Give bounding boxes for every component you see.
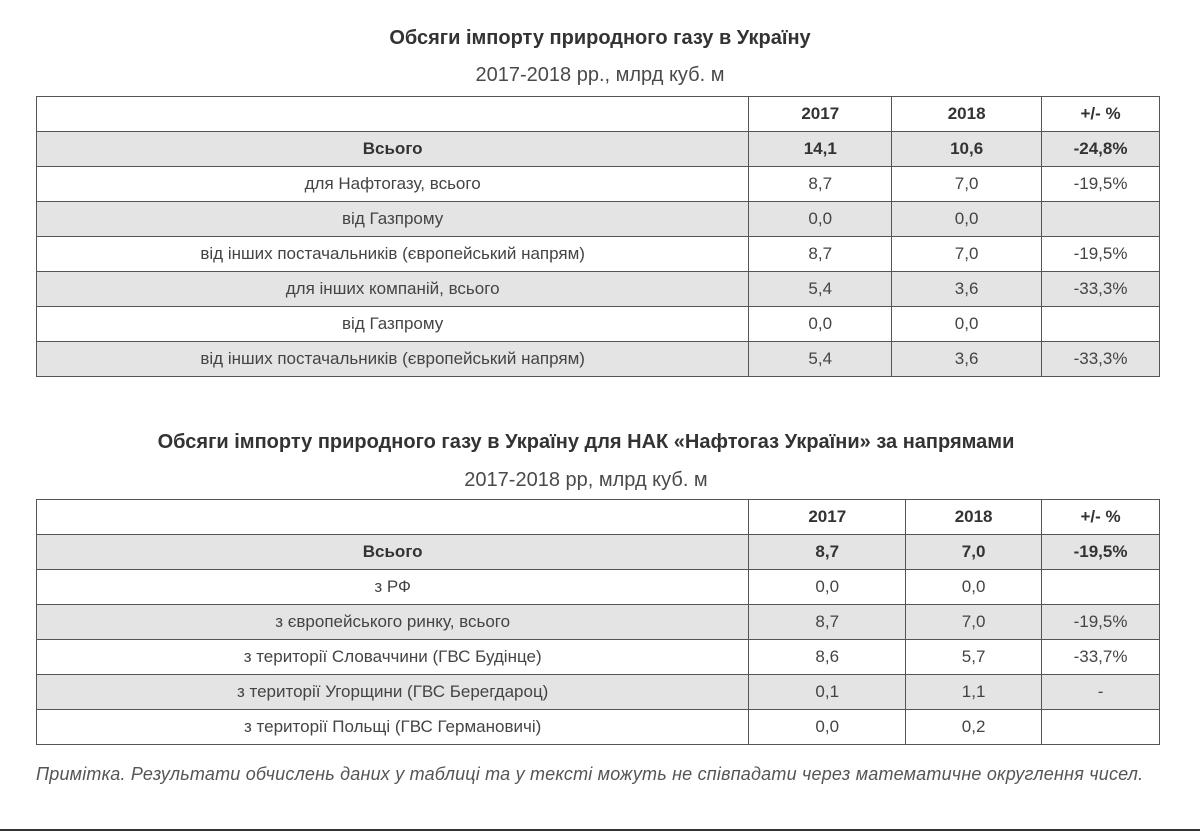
table2-cell: 0,0 [749,570,906,605]
table1-cell [1042,307,1160,342]
table2-cell: з території Угорщини (ГВС Берегдароц) [37,675,749,710]
table1-subtitle: 2017-2018 рр., млрд куб. м [475,64,725,86]
table2-header-cell [37,500,749,535]
table1-row [37,342,1160,377]
table2-cell: -33,7% [1042,640,1160,675]
table1-row [37,202,1160,237]
table1-cell: 7,0 [892,237,1042,272]
table1-header-cell: +/- % [1042,97,1160,132]
table2-cell: -19,5% [1042,605,1160,640]
table2-row [37,535,1160,570]
table2-header-row [37,500,1160,535]
table1-cell: -33,3% [1042,272,1160,307]
table1-cell: Всього [37,132,749,167]
table2 [36,499,1160,745]
table1-row [37,132,1160,167]
table1-cell: -19,5% [1042,167,1160,202]
table2-row [37,605,1160,640]
table2-header-cell: +/- % [1042,500,1160,535]
table1 [36,96,1160,377]
table1-cell [1042,202,1160,237]
table1-cell: 14,1 [749,132,892,167]
table1-cell: від інших постачальників (європейський напрям) [37,342,749,377]
table1-cell: 10,6 [892,132,1042,167]
table2-row [37,640,1160,675]
table1-cell: для Нафтогазу, всього [37,167,749,202]
table1-cell: 0,0 [892,307,1042,342]
table1-cell: 0,0 [749,307,892,342]
table2-cell: - [1042,675,1160,710]
table2-row [37,710,1160,745]
table1-cell: від Газпрому [37,202,749,237]
table1-title: Обсяги імпорту природного газу в Україну [389,27,811,49]
table2-cell: 7,0 [906,605,1042,640]
table1-cell: -33,3% [1042,342,1160,377]
table2-cell [1042,710,1160,745]
bottom-divider [0,829,1200,831]
table2-header-cell: 2017 [749,500,906,535]
table1-header-cell [37,97,749,132]
table1-cell: 3,6 [892,272,1042,307]
table2-cell: 8,6 [749,640,906,675]
table2-cell: 1,1 [906,675,1042,710]
table2-cell: з території Словаччини (ГВС Будінце) [37,640,749,675]
table1-cell: 5,4 [749,342,892,377]
table2-subtitle: 2017-2018 рр, млрд куб. м [464,469,708,491]
table1-cell: -19,5% [1042,237,1160,272]
table1-row [37,307,1160,342]
table1-cell: для інших компаній, всього [37,272,749,307]
table2-cell: 8,7 [749,605,906,640]
table2-header-cell: 2018 [906,500,1042,535]
table2-cell: -19,5% [1042,535,1160,570]
table2-row [37,570,1160,605]
table1-header-row [37,97,1160,132]
table1-cell: 8,7 [749,167,892,202]
table2-title: Обсяги імпорту природного газу в Україну для НАК «Нафтогаз України» за напрямами [157,431,1015,453]
footnote: Примітка. Результати обчислень даних у таблиці та у тексті можуть не співпадати через математичне округлення чисел. [36,764,1144,784]
table2-cell: 0,1 [749,675,906,710]
table2-cell [1042,570,1160,605]
table2-cell: 0,2 [906,710,1042,745]
table2-cell: 7,0 [906,535,1042,570]
table2-cell: з європейського ринку, всього [37,605,749,640]
table2-cell: з території Польщі (ГВС Германовичі) [37,710,749,745]
table1-cell: від інших постачальників (європейський напрям) [37,237,749,272]
table2-cell: 0,0 [906,570,1042,605]
table1-cell: 7,0 [892,167,1042,202]
table1-header-cell: 2018 [892,97,1042,132]
table1-cell: -24,8% [1042,132,1160,167]
table2-row [37,675,1160,710]
table1-row [37,167,1160,202]
table2-cell: 8,7 [749,535,906,570]
table1-header-cell: 2017 [749,97,892,132]
table1-cell: 0,0 [749,202,892,237]
table1-row [37,237,1160,272]
table2-cell: Всього [37,535,749,570]
table1-cell: 8,7 [749,237,892,272]
table1-cell: 0,0 [892,202,1042,237]
table2-cell: 0,0 [749,710,906,745]
table2-cell: з РФ [37,570,749,605]
table1-cell: 5,4 [749,272,892,307]
table1-cell: 3,6 [892,342,1042,377]
table1-row [37,272,1160,307]
table1-cell: від Газпрому [37,307,749,342]
table2-cell: 5,7 [906,640,1042,675]
